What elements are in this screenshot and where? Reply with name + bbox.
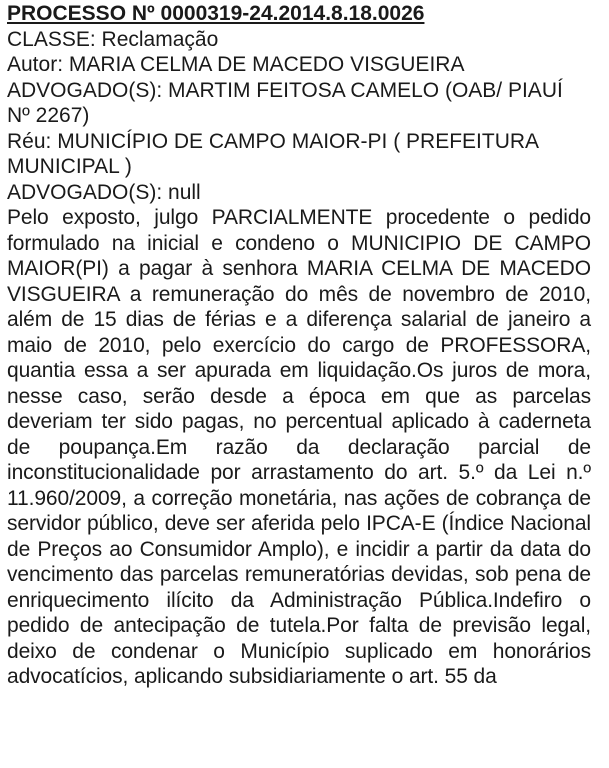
document-page	[7, 1, 591, 690]
plaintiff: Autor: MARIA CELMA DE MACEDO VISGUEIRA	[7, 53, 465, 76]
plaintiff-lawyer: ADVOGADO(S): MARTIM FEITOSA CAMELO (OAB/ PIAUÍ Nº 2267)	[7, 78, 563, 127]
decision-text: Pelo exposto, julgo PARCIALMENTE procedente o pedido formulado na inicial e condeno o MUNICIPIO DE CAMPO MAIOR(PI) a pagar à senhora MARIA CELMA DE MACEDO VISGUEIRA a remuneração do mês de novembro de 2010, além de 15 dias de férias e a diferença salarial de janeiro a maio de 2010, pelo exercício do cargo de PROFESSORA, quantia essa a ser apurada em liquidação.Os juros de mora, nesse caso, serão desde a época em que as parcelas deveriam ter sido pagas, no percentual aplicado à caderneta de poupança.Em razão da declaração parcial de inconstitucionalidade por arrastamento do art. 5.º da Lei n.º 11.960/2009, a correção monetária, nas ações de cobrança de servidor público, deve ser aferida pelo IPCA-E (Índice Nacional de Preços ao Consumidor Amplo), e incidir a partir da data do vencimento das parcelas remuneratórias devidas, sob pena de enriquecimento ilícito da Administração Pública.Indefiro o pedido de antecipação de tutela.Por falta de previsão legal, deixo de condenar o Município suplicado em honorários advocatícios, aplicando subsidiariamente o art. 55 da	[7, 206, 591, 688]
defendant-lawyer: ADVOGADO(S): null	[7, 180, 201, 204]
defendant: Réu: MUNICÍPIO DE CAMPO MAIOR-PI ( PREFEITURA MUNICIPAL )	[7, 129, 538, 178]
process-class: CLASSE: Reclamação	[7, 27, 219, 51]
process-number-title: PROCESSO Nº 0000319-24.2014.8.18.0026	[7, 2, 425, 25]
